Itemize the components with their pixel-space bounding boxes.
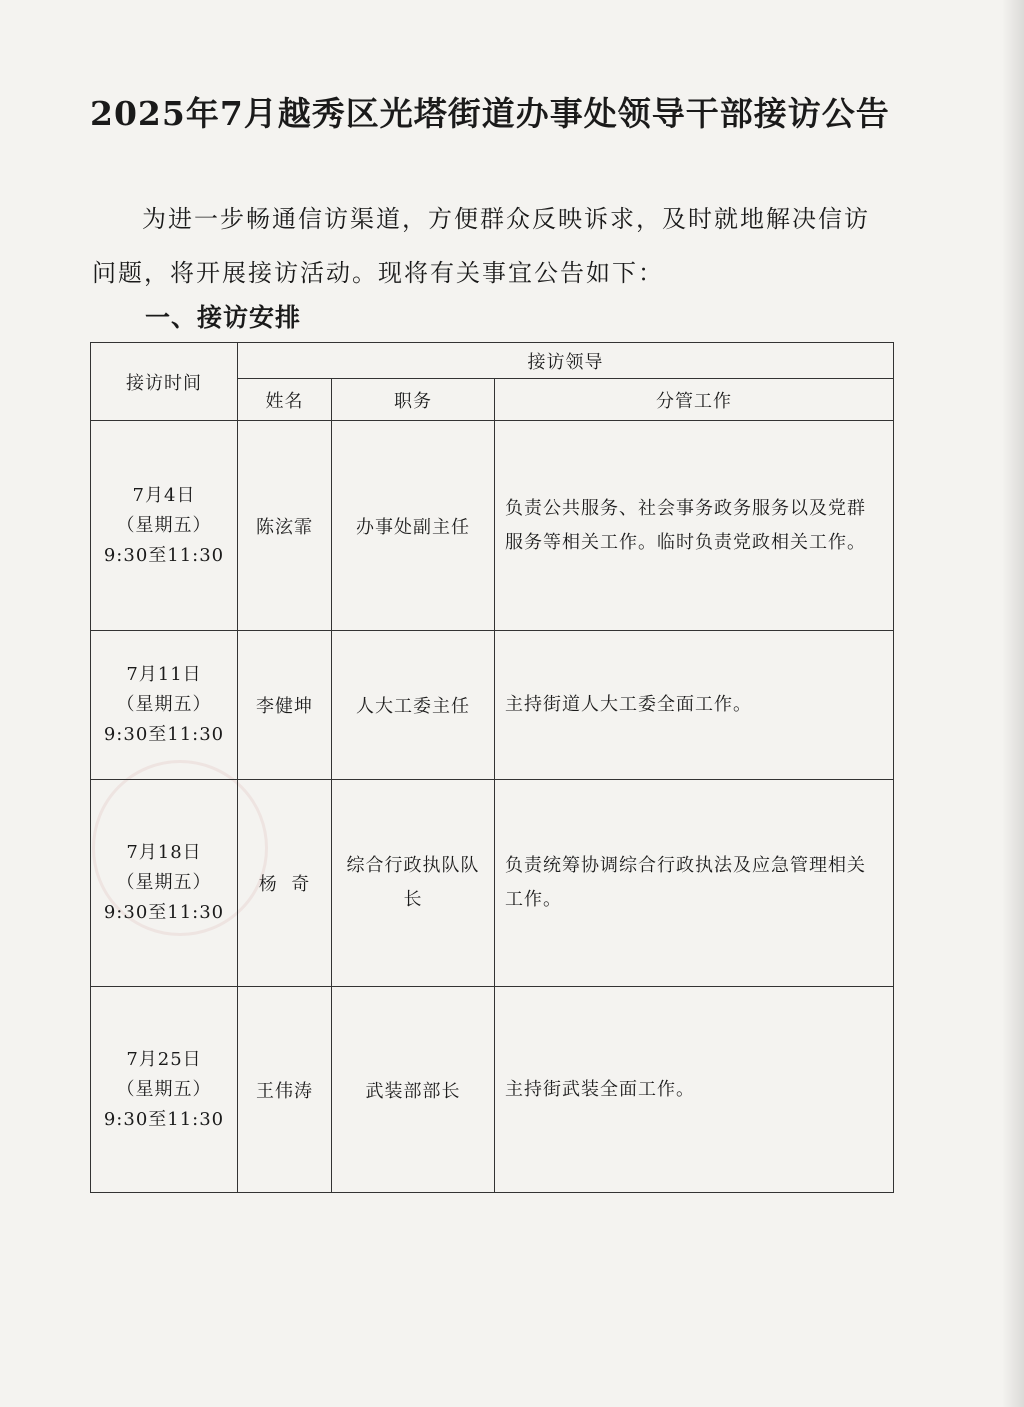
date-text: 7月18日 (126, 842, 202, 863)
header-duties: 分管工作 (495, 379, 894, 421)
header-time: 接访时间 (91, 343, 238, 421)
weekday-text: （星期五） (116, 514, 212, 536)
position-cell: 综合行政执队队长 (332, 780, 495, 987)
table-row (91, 780, 894, 987)
table-header-row (91, 343, 894, 379)
time-cell (91, 421, 238, 631)
hours-text: 9:30至11:30 (103, 724, 225, 745)
time-cell (91, 987, 238, 1193)
position-cell: 人大工委主任 (332, 631, 495, 780)
header-position: 职务 (332, 379, 495, 421)
document-title: 2025年7月越秀区光塔街道办事处领导干部接访公告 (90, 94, 890, 133)
date-text: 7月4日 (132, 484, 196, 506)
duties-cell: 负责公共服务、社会事务政务服务以及党群服务等相关工作。临时负责党政相关工作。 (495, 421, 894, 631)
intro-paragraph: 为进一步畅通信访渠道，方便群众反映诉求，及时就地解决信访问题，将开展接访活动。现将有关事宜公告如下： (92, 205, 870, 287)
position-cell: 武装部部长 (332, 987, 495, 1193)
date-text: 7月11日 (126, 664, 202, 685)
name-cell: 陈泫霏 (238, 421, 332, 631)
header-name: 姓名 (238, 379, 332, 421)
hours-text: 9:30至11:30 (103, 544, 225, 566)
time-cell (91, 631, 238, 780)
header-leader-group: 接访领导 (238, 343, 894, 379)
table-row (91, 987, 894, 1193)
duties-cell: 主持街武装全面工作。 (495, 987, 894, 1193)
duties-cell: 负责统筹协调综合行政执法及应急管理相关工作。 (495, 780, 894, 987)
name-cell: 李健坤 (238, 631, 332, 780)
weekday-text: （星期五） (116, 872, 212, 893)
position-cell: 办事处副主任 (332, 421, 495, 631)
time-cell (91, 780, 238, 987)
hours-text: 9:30至11:30 (103, 902, 225, 923)
weekday-text: （星期五） (116, 1078, 212, 1100)
table-row (91, 631, 894, 780)
name-cell: 杨 奇 (238, 780, 332, 987)
table-row (91, 421, 894, 631)
hours-text: 9:30至11:30 (103, 1108, 225, 1130)
duties-cell: 主持街道人大工委全面工作。 (495, 631, 894, 780)
date-text: 7月25日 (126, 1048, 202, 1070)
section-heading: 一、接访安排 (145, 303, 302, 332)
name-cell: 王伟涛 (238, 987, 332, 1193)
scan-edge-shadow (1002, 0, 1024, 1407)
weekday-text: （星期五） (116, 694, 212, 715)
reception-schedule-table (90, 342, 894, 1193)
